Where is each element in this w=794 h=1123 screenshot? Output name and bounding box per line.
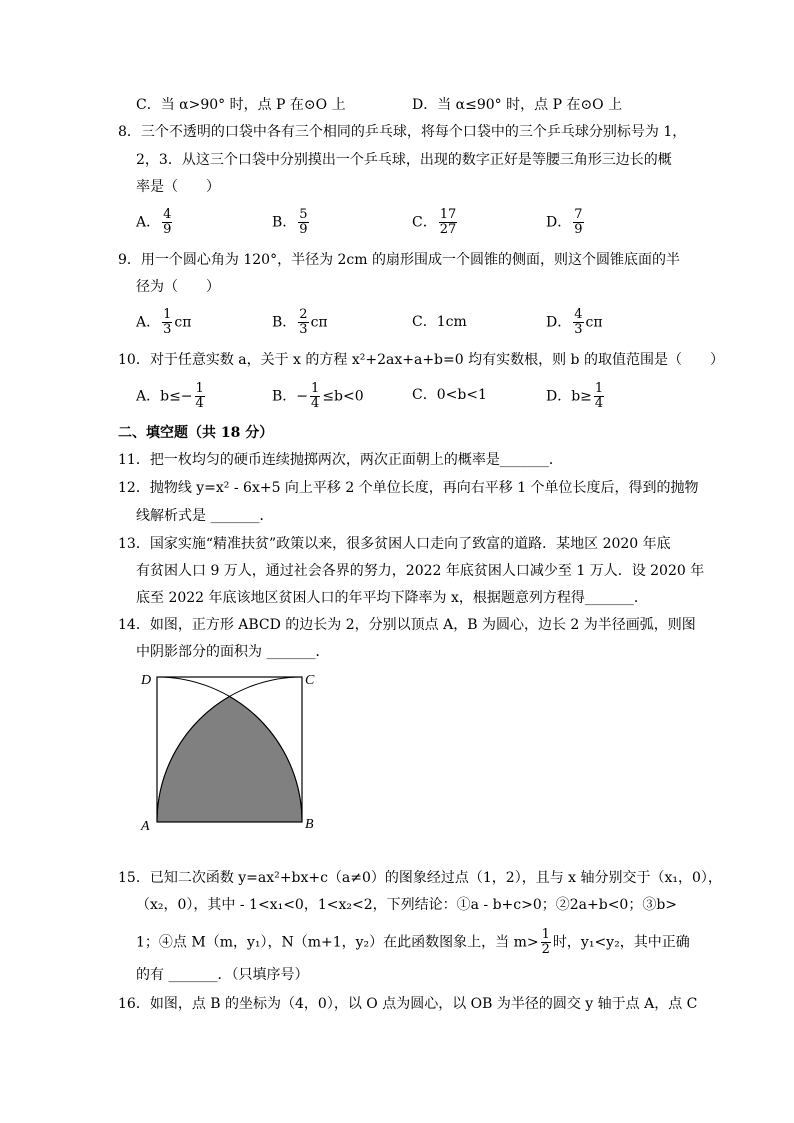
- square-arc-figure: [135, 668, 325, 833]
- label-d: D: [141, 673, 152, 688]
- q12-stem-line1: 12．抛物线 y=x² - 6x+5 向上平移 2 个单位长度，再向右平移 1 个单位长度后，得到的抛物: [118, 480, 699, 496]
- q14-stem-line1: 14．如图，正方形 ABCD 的边长为 2，分别以顶点 A，B 为圆心，边长 2 为半径画弧，则图: [118, 617, 696, 633]
- q15-stem-line4: 的有 _______．（只填序号）: [136, 967, 309, 983]
- q13-stem-line1: 13．国家实施“精准扶贫”政策以来，很多贫困人口走向了致富的道路．某地区 2020 年底: [118, 536, 671, 552]
- q7-option-c: C．当 α>90° 时，点 P 在⊙O 上: [136, 97, 346, 113]
- section-title: 二、填空题（共 18 分）: [118, 425, 274, 441]
- q9-option-b: B． $\frac{2}{3}$ cπ: [272, 307, 328, 337]
- q13-stem-line3: 底至 2022 年底该地区贫困人口的年平均下降率为 x，根据题意列方程得_______．: [136, 590, 648, 606]
- q10-stem: 10．对于任意实数 a，关于 x 的方程 x²+2ax+a+b=0 均有实数根，则 b 的取值范围是（ ）: [118, 352, 724, 368]
- q8-stem-line3: 率是（ ）: [136, 179, 220, 195]
- q10-option-c: C．0<b<1: [412, 387, 487, 403]
- q9-stem-line1: 9．用一个圆心角为 120°，半径为 2cm 的扇形围成一个圆锥的侧面，则这个圆锥底面的半: [118, 252, 681, 268]
- q8-option-a: A． $\frac{4}{9}$: [136, 207, 172, 237]
- q15-stem-line3: 1；④点 M（m，y₁），N（m+1，y₂）在此函数图象上，当 m> $\frac{1}{2}$ 时，y₁<y₂，其中正确: [136, 927, 690, 957]
- q11-stem: 11．把一枚均匀的硬币连续抛掷两次，两次正面朝上的概率是_______．: [118, 452, 563, 468]
- q9-option-a: A． $\frac{1}{3}$ cπ: [136, 307, 192, 337]
- q13-stem-line2: 有贫困人口 9 万人，通过社会各界的努力，2022 年底贫困人口减少至 1 万人．设 2020 年: [136, 563, 705, 579]
- q15-stem-line1: 15．已知二次函数 y=ax²+bx+c（a≠0）的图象经过点（1，2），且与 x 轴分别交于（x₁，0），: [118, 870, 722, 886]
- q10-option-b: B．− $\frac{1}{4}$ ≤b<0: [272, 381, 364, 411]
- q8-option-c: C． $\frac{17}{27}$: [412, 207, 457, 237]
- q8-stem-line2: 2，3．从这三个口袋中分别摸出一个乒乓球，出现的数字正好是等腰三角形三边长的概: [136, 152, 672, 168]
- q10-option-d: D．b≥ $\frac{1}{4}$: [546, 381, 604, 411]
- q9-stem-line2: 径为（ ）: [136, 279, 220, 295]
- q9-option-c: C．1cm: [412, 314, 467, 330]
- q8-option-b: B． $\frac{5}{9}$: [272, 207, 308, 237]
- q9-option-d: D． $\frac{4}{3}$ cπ: [546, 307, 603, 337]
- q8-option-d: D． $\frac{7}{9}$: [546, 207, 583, 237]
- q7-option-d: D．当 α≤90° 时，点 P 在⊙O 上: [412, 97, 623, 113]
- label-c: C: [305, 673, 315, 688]
- q16-stem: 16．如图，点 B 的坐标为（4，0），以 O 点为圆心，以 OB 为半径的圆交 y 轴于点 A，点 C: [118, 996, 698, 1012]
- label-b: B: [305, 817, 314, 832]
- q10-option-a: A．b≤− $\frac{1}{4}$: [136, 381, 204, 411]
- q12-stem-line2: 线解析式是 _______．: [136, 508, 274, 524]
- shaded-region: [157, 696, 302, 822]
- q8-stem-line1: 8．三个不透明的口袋中各有三个相同的乒乓球，将每个口袋中的三个乒乓球分别标号为 1，: [118, 124, 687, 140]
- q14-stem-line2: 中阴影部分的面积为 _______．: [136, 644, 330, 660]
- q15-stem-line2: （x₂，0），其中 - 1<x₁<0，1<x₂<2，下列结论：①a - b+c>0；②2a+b<0；③b>: [136, 897, 678, 913]
- label-a: A: [141, 819, 150, 833]
